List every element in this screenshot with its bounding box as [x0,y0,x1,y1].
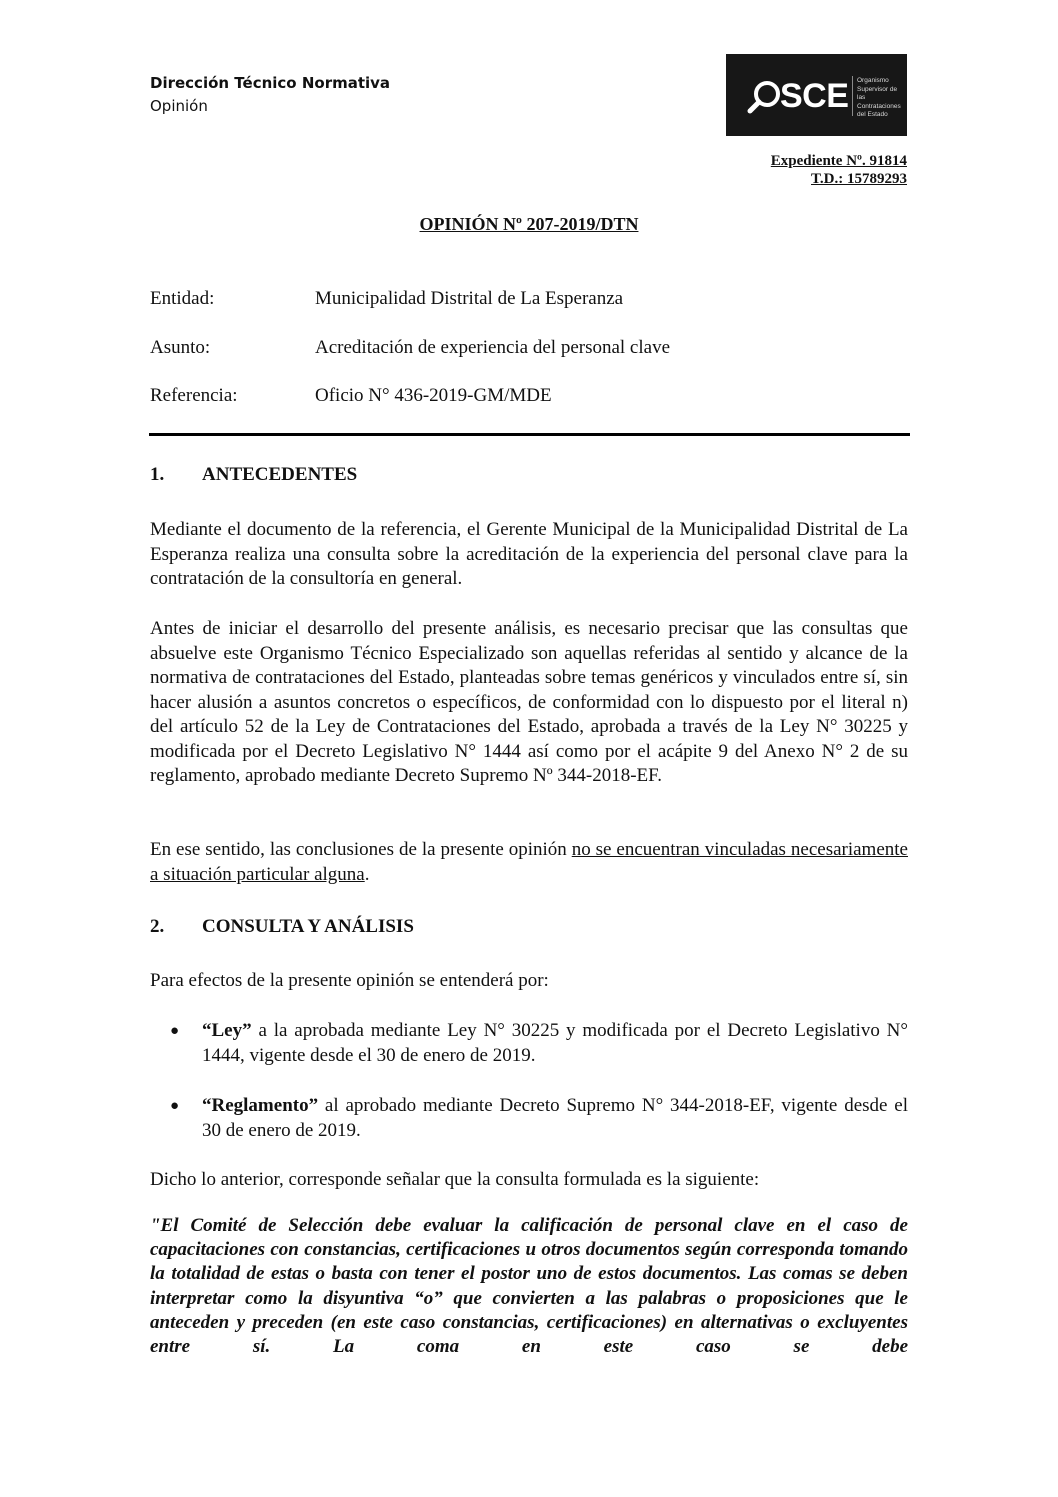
document-type: Opinión [150,97,208,115]
entity-label: Entidad: [150,288,215,309]
logo-wordmark: SCE [780,77,849,115]
definitions-intro: Para efectos de la presente opinión se entenderá por: [150,970,549,991]
definition-term: “Reglamento” [202,1095,319,1116]
reference-value: Oficio N° 436-2019-GM/MDE [315,385,552,406]
section-number: 2. [150,916,165,937]
definition-text: a la aprobada mediante Ley N° 30225 y modificada por el Decreto Legislativo N° 1444, vigente desde el 30 de enero de 2019. [202,1020,908,1066]
document-header [150,72,390,118]
td-number: T.D.: 15789293 [811,171,907,187]
definition-item [170,1019,908,1068]
disclaimer-underlined: no se encuentran vinculadas necesariamente a situación particular alguna [150,839,908,885]
section-number: 1. [150,464,165,485]
query-lead: Dicho lo anterior, corresponde señalar que la consulta formulada es la siguiente: [150,1169,760,1190]
reference-label: Referencia: [150,385,238,406]
entity-value: Municipalidad Distrital de La Esperanza [315,288,624,309]
bullet-icon: ● [170,1023,180,1039]
section-title: ANTECEDENTES [202,464,358,485]
expediente-block [771,152,907,188]
definition-term: “Ley” [202,1020,252,1041]
header-divider [149,433,910,436]
paragraph-scope: Antes de iniciar el desarrollo del presente análisis, es necesario precisar que las consultas que absuelve este Organismo Técnico Especializado son aquellas referidas al sentido y alcance de la normativa de contrataciones del Estado, planteadas sobre temas genéricos y vinculados entre sí, sin hacer alusión a asuntos concretos o específicos, de conformidad con lo dispuesto por el literal n) del artículo 52 de la Ley de Contrataciones del Estado, aprobada a través de la Ley N° 30225 y modificada por el Decreto Legislativo N° 1444 así como por el acápite 9 del Anexo N° 2 de su reglamento, aprobado mediante Decreto Supremo Nº 344-2018-EF. [150,618,908,786]
logo-subtitle: Organismo Supervisor de las Contrataciones del Estado [857,77,901,118]
expediente-number: Expediente Nº. 91814 [770,153,907,169]
magnifier-icon [746,78,784,116]
query-quote: "El Comité de Selección debe evaluar la calificación de personal clave en el caso de capacitaciones con constancias, certificaciones u otros documentos según corresponda tomando la totalidad de estas o basta con tener el postor uno de estos documentos. Las comas se deben interpretar como la disyuntiva “o” que convierten a las palabras o proposiciones que le anteceden y preceden (en este caso constancias, certificaciones) en alternativas o excluyentes entre sí. La coma en este caso se debe [150,1215,908,1358]
opinion-title: OPINIÓN Nº 207-2019/DTN [419,214,639,234]
osce-logo [726,54,907,136]
subject-value: Acreditación de experiencia del personal clave [315,337,671,358]
direction-name: Dirección Técnico Normativa [150,74,391,92]
paragraph-disclaimer: En ese sentido, las conclusiones de la presente opinión no se encuentran vinculadas necesariamente a situación particular alguna. [150,839,908,885]
definition-text: al aprobado mediante Decreto Supremo N° 344-2018-EF, vigente desde el 30 de enero de 2019. [202,1095,908,1141]
logo-divider [852,76,853,116]
paragraph-background: Mediante el documento de la referencia, el Gerente Municipal de la Municipalidad Distrital de La Esperanza realiza una consulta sobre la acreditación de la experiencia del personal clave para la contratación de la consultoría en general. [150,519,908,589]
bullet-icon: ● [170,1098,180,1114]
definition-item [170,1094,908,1143]
subject-label: Asunto: [150,337,211,358]
section-title: CONSULTA Y ANÁLISIS [202,916,414,937]
